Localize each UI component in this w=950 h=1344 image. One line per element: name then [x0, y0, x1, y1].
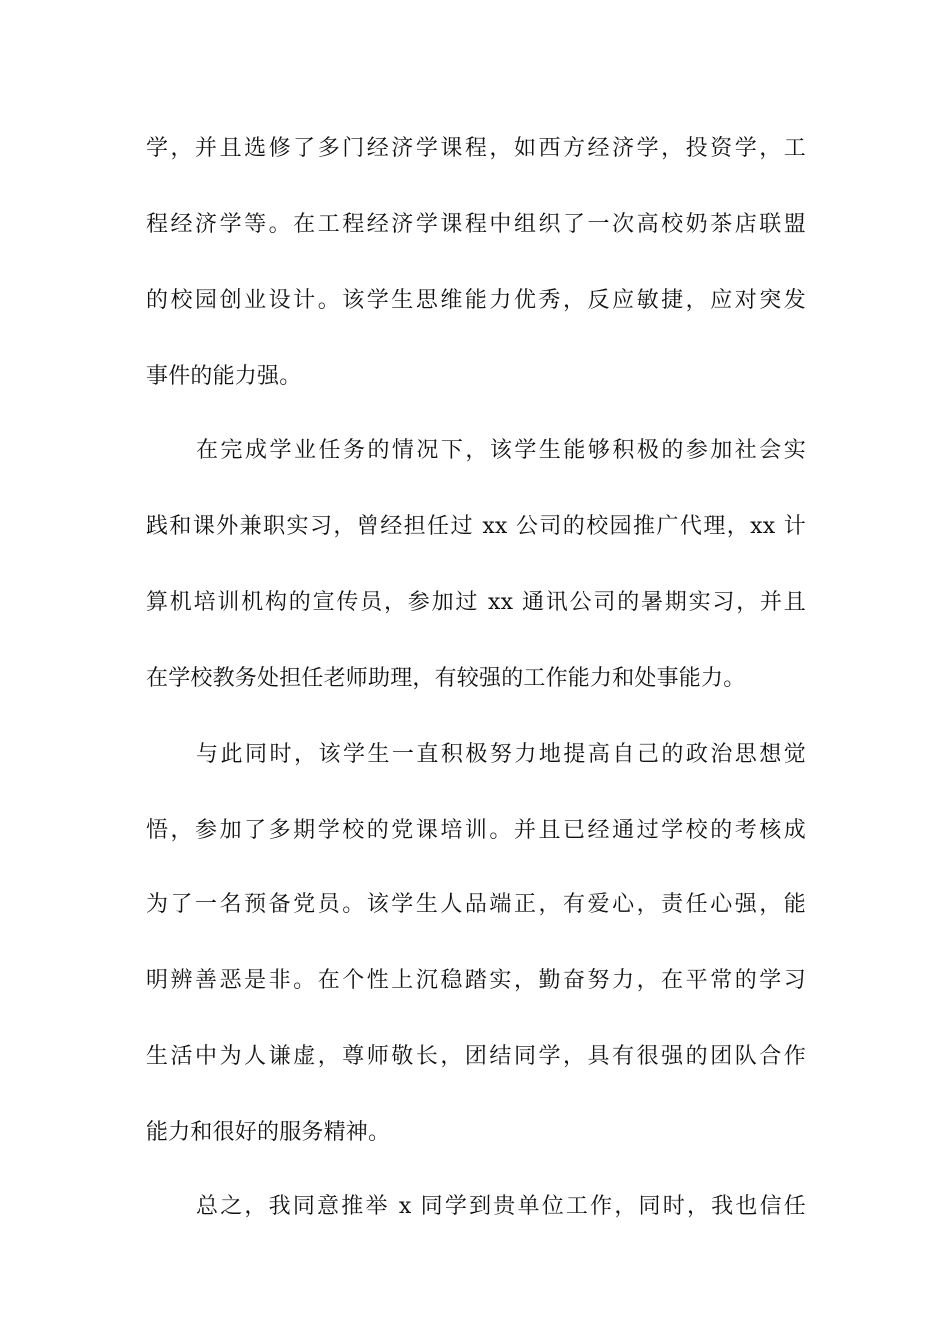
text-line: 在学校教务处担任老师助理，有较强的工作能力和处事能力。	[146, 666, 746, 691]
text-line: 事件的能力强。	[146, 364, 302, 389]
text-line: 践和课外兼职实习，曾经担任过 xx 公司的校园推广代理，xx 计	[146, 514, 806, 539]
paragraph-start-line: 总之，我同意推举 x 同学到贵单位工作，同时，我也信任	[196, 1194, 806, 1219]
text-line: 生活中为人谦虚，尊师敬长，团结同学，具有很强的团队合作	[146, 1044, 806, 1069]
paragraph-start-line: 与此同时，该学生一直积极努力地提高自己的政治思想觉	[196, 742, 806, 767]
paragraph-start-line: 在完成学业任务的情况下，该学生能够积极的参加社会实	[196, 438, 806, 463]
text-line: 学，并且选修了多门经济学课程，如西方经济学，投资学，工	[146, 136, 806, 161]
text-line: 程经济学等。在工程经济学课程中组织了一次高校奶茶店联盟	[146, 212, 806, 237]
text-line: 算机培训机构的宣传员，参加过 xx 通讯公司的暑期实习，并且	[146, 590, 806, 615]
text-line: 能力和很好的服务精神。	[146, 1120, 391, 1145]
text-line: 悟，参加了多期学校的党课培训。并且已经通过学校的考核成	[146, 818, 806, 843]
text-line: 的校园创业设计。该学生思维能力优秀，反应敏捷，应对突发	[146, 288, 806, 313]
text-line: 为了一名预备党员。该学生人品端正，有爱心，责任心强，能	[146, 892, 806, 917]
text-line: 明辨善恶是非。在个性上沉稳踏实，勤奋努力，在平常的学习	[146, 968, 806, 993]
